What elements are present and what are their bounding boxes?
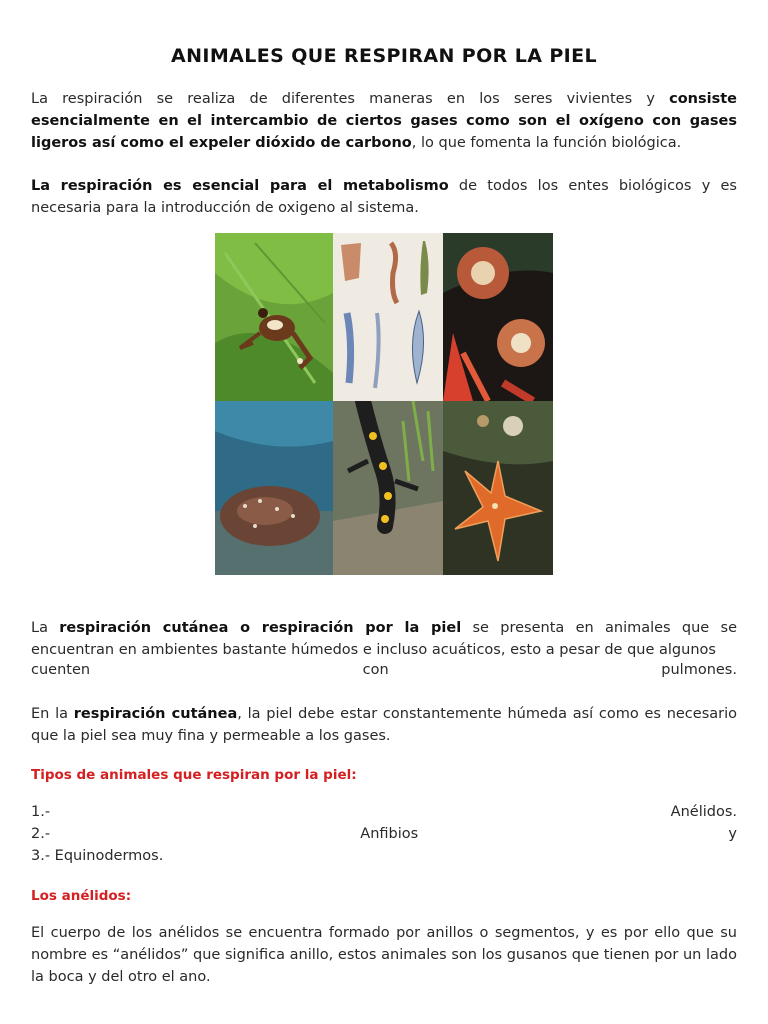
tube-worms-image [443,233,553,401]
list-conjunction: y [728,826,737,842]
list-item-3: 3.- Equinodermos. [31,848,164,864]
word-pulmones: pulmones. [661,662,737,678]
metabolism-text: de todos los entes biológicos y es necesaria para la introducción de oxigeno al sistema. [31,178,737,216]
metabolism-paragraph [31,175,737,219]
list-item-2 [31,823,737,845]
list-number-1: 1.- [31,804,51,820]
animals-collage [215,233,553,575]
types-heading: Tipos de animales que respiran por la piel: [31,767,357,783]
list-text-2: Anfibios [360,826,419,842]
word-cuenten: cuenten [31,662,91,678]
moist-skin-intro-text: En la [31,706,74,722]
intro-tail-text: , lo que fomenta la función biológica. [411,135,682,151]
moist-skin-bold-text: respiración cutánea [73,706,238,722]
list-item-1 [31,801,737,823]
word-con: con [362,662,389,678]
cutaneous-intro-text: La [31,620,60,636]
intro-text: La respiración se realiza de diferentes maneras en los seres vivientes y [31,91,670,107]
moist-skin-text: , la piel debe estar constantemente húmeda así como es necesario que la piel sea muy fina y permeable a los gases. [31,706,738,744]
cutaneous-bold-text: respiración cutánea o respiración por la piel [59,620,462,636]
sea-cucumber-image [215,401,333,575]
cutaneous-text: se presenta en animales que se encuentran en ambientes bastante húmedos e incluso acuáticos, esto a pesar de que algunos [31,620,738,658]
cutaneous-paragraph [31,617,737,661]
metabolism-bold-text: La respiración es esencial para el metabolismo [31,178,449,194]
worms-image [333,233,443,401]
salamander-image [333,401,443,575]
list-text-1: Anélidos. [670,804,737,820]
moist-skin-paragraph [31,703,737,747]
annelids-heading: Los anélidos: [31,888,132,904]
intro-bold-text: consiste esencialmente en el intercambio de ciertos gases como son el oxígeno con gases ligeros así como el expeler dióxido de carbono [31,91,737,151]
annelids-paragraph: El cuerpo de los anélidos se encuentra formado por anillos o segmentos, y es por ello que su nombre es “anélidos” que significa anillo, estos animales son los gusanos que tienen por un lado la boca y del otro el ano. [31,925,737,985]
starfish-image [443,401,553,575]
intro-paragraph [31,88,737,154]
cutaneous-last-line [31,659,737,681]
frog-image [215,233,333,401]
page-title: ANIMALES QUE RESPIRAN POR LA PIEL [170,45,597,67]
list-number-2: 2.- [31,826,51,842]
